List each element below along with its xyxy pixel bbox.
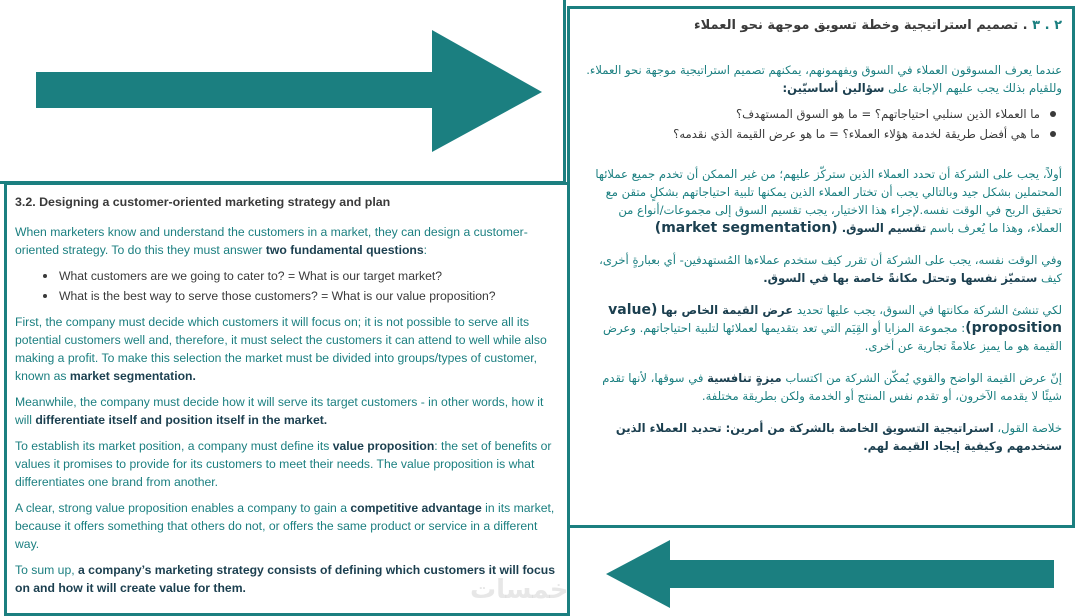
english-paragraph-5: To sum up, a company’s marketing strategy consists of defining which customers it will focus on and how it will create value for them. xyxy=(15,563,556,595)
arabic-paragraph-5: خلاصة القول، استراتيجية التسويق الخاصة بالشركة من أمرين: تحديد العملاء الذين ستخدمهم وكيفية إيجاد القيمة لهم. xyxy=(615,421,1062,453)
arabic-paragraph-1: أولاً، يجب على الشركة أن تحدد العملاء الذين سترکّز عليهم؛ من غير الممكن أن تخدم جميع عملائها المحتملين بشكل جيد وبالتالي يجب أن تختار العملاء الذين يمكنها تلبية احتياجاتهم بشكلٍ متقن مع تحقيق الربح في الوقت نفسه.لإجراء هذا الاختيار، يجب تقسيم السوق إلى مجموعات/أنواع من العملاء، وهذا ما يُعرف باسم تقسيم السوق. (market segmentation) xyxy=(595,167,1062,236)
english-paragraph-2: Meanwhile, the company must decide how it will serve its target customers - in other words, how it will differentiate itself and position itself in the market. xyxy=(15,395,544,427)
arabic-text-panel xyxy=(567,6,1075,528)
watermark-logo: خمسات xyxy=(470,575,569,605)
arabic-intro: عندما يعرف المسوقون العملاء في السوق ويفهمونهم، يمكنهم تصميم استراتيجية موجهة نحو العملاء. وللقيام بذلك يجب عليهم الإجابة على سؤالين أساسيّين: xyxy=(586,63,1062,95)
arabic-paragraph-3: لكي تنشئ الشركة مكانتها في السوق، يجب عليها تحديد عرض القيمة الخاص بها (value proposition): مجموعة المزايا أو القِيَم التي تعد بتقديمها لعملائها لتلبية احتياجاتهم. وعرض القيمة هو ما يميز علامةً تجارية عن أخرى. xyxy=(602,302,1062,353)
arrow-left-panel xyxy=(570,528,1079,616)
arabic-section-title: ٢ . ٣ . تصميم استراتيجية وخطة تسويق موجهة نحو العملاء xyxy=(694,18,1062,33)
arrow-left-icon xyxy=(570,528,1079,616)
arabic-paragraph-2: وفي الوقت نفسه، يجب على الشركة أن تقرر كيف ستخدم عملاءها المُستهدفين- أي بعبارةٍ أخرى، كيف ستميّز نفسها وتحتل مكانةً خاصة بها في السوق. xyxy=(599,253,1062,285)
list-item: ما العملاء الذين سنلبي احتياجاتهم؟ = ما هو السوق المستهدف؟ xyxy=(580,105,1062,123)
english-paragraph-1: First, the company must decide which customers it will focus on; it is not possible to serve all its potential customers well and, therefore, it must select the customers it can attend to well while also making a profit. To make this selection the market must be divided into groups/types of customer, known as market segmentation. xyxy=(15,315,547,383)
english-paragraph-3: To establish its market position, a company must define its value proposition: the set of benefits or values it promises to provide for its customers to meet their needs. The value proposition is what differentiates one brand from another. xyxy=(15,439,552,489)
list-item: ما هي أفضل طريقة لخدمة هؤلاء العملاء؟ = ما هو عرض القيمة الذي نقدمه؟ xyxy=(580,125,1062,143)
arrow-right-panel xyxy=(0,0,566,184)
list-item: What customers are we going to cater to? = What is our target market? xyxy=(37,267,559,285)
english-text-panel xyxy=(4,182,570,616)
english-questions-list xyxy=(37,267,559,305)
arrow-right-icon xyxy=(0,0,566,184)
english-paragraph-4: A clear, strong value proposition enables a company to gain a competitive advantage in its market, because it offers something that others do not, or offers the same product or service in a different way. xyxy=(15,501,555,551)
arabic-questions-list xyxy=(580,105,1062,143)
list-item: What is the best way to serve those customers? = What is our value proposition? xyxy=(37,287,559,305)
english-section-title: 3.2. Designing a customer-oriented marketing strategy and plan xyxy=(15,195,391,209)
arabic-paragraph-4: إنّ عرض القيمة الواضح والقوي يُمكّن الشركة من اكتساب ميزةٍ تنافسية في سوقها، لأنها تقدم شيئًا لا يقدمه الآخرون، أو تقدم نفس المنتج أو الخدمة ولكن بطريقة مختلفة. xyxy=(602,371,1062,403)
english-intro: When marketers know and understand the customers in a market, they can design a customer-oriented strategy. To do this they must answer two fundamental questions: xyxy=(15,225,528,257)
